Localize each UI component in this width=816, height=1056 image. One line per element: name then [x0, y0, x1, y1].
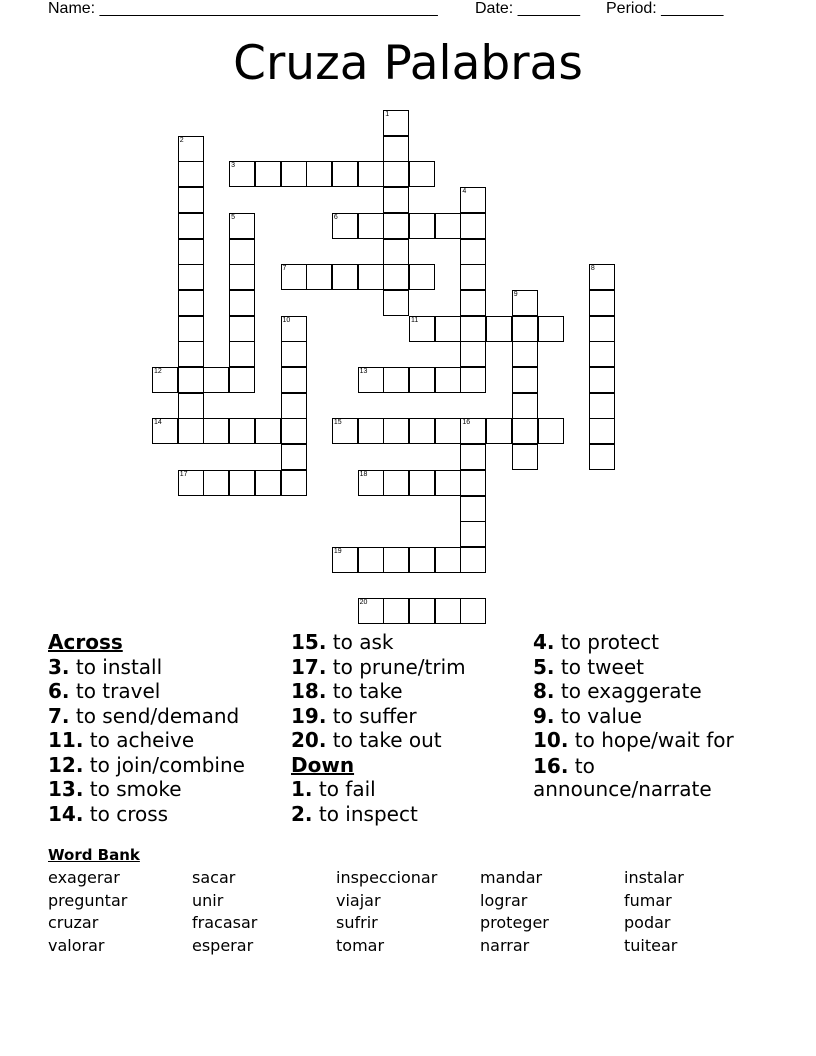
clue-item-number: 2.: [291, 801, 313, 826]
grid-cell[interactable]: [512, 367, 538, 393]
grid-cell[interactable]: [383, 418, 409, 444]
clue-item: [291, 630, 466, 655]
clue-number: 13: [359, 368, 368, 375]
word-bank-word: cruzar: [48, 913, 99, 932]
clue-number: 2: [179, 136, 184, 144]
grid-cell[interactable]: [460, 367, 486, 393]
clue-item-number: 14.: [48, 801, 84, 826]
clue-item: [48, 728, 245, 753]
grid-cell[interactable]: [306, 264, 332, 290]
word-bank-word: tomar: [336, 935, 385, 955]
date-field-label[interactable]: Date: _______: [475, 0, 580, 17]
grid-cell[interactable]: [538, 418, 564, 444]
word-bank-word: podar: [624, 913, 671, 932]
grid-cell[interactable]: [229, 316, 255, 342]
clue-item-number: 10.: [533, 728, 569, 752]
grid-cell[interactable]: [178, 367, 204, 393]
grid-cell[interactable]: [383, 239, 409, 265]
clue-item-text: to suffer: [326, 703, 417, 728]
grid-cell[interactable]: [435, 598, 461, 624]
name-field-label[interactable]: Name: ______________________________________: [48, 0, 438, 17]
grid-cell[interactable]: [306, 161, 332, 187]
grid-cell[interactable]: [281, 341, 307, 367]
clue-number: 15: [333, 419, 342, 427]
clue-item-number: 8.: [533, 679, 555, 703]
grid-cell[interactable]: [178, 316, 204, 342]
grid-cell[interactable]: [460, 521, 486, 547]
grid-cell[interactable]: [255, 470, 281, 496]
page-title: Cruza Palabras: [233, 36, 583, 91]
clue-item-number: 17.: [291, 654, 327, 679]
grid-cell[interactable]: [589, 393, 615, 419]
clue-number: 11: [411, 316, 419, 324]
grid-cell[interactable]: [383, 161, 409, 187]
grid-cell[interactable]: [383, 290, 409, 316]
clue-number: 4: [462, 188, 467, 196]
clue-item: [48, 679, 245, 704]
word-bank-word: fracasar: [192, 913, 258, 932]
clue-item-text: to announce/narrate: [533, 753, 712, 801]
clue-number: 17: [179, 470, 188, 478]
grid-cell[interactable]: [332, 264, 358, 290]
clue-item-number: 5.: [533, 654, 555, 679]
grid-cell[interactable]: [203, 470, 229, 496]
grid-cell[interactable]: [383, 187, 409, 213]
clue-item-text: to install: [69, 654, 163, 679]
clue-number: 3: [231, 162, 235, 170]
clue-item-number: 13.: [48, 777, 84, 801]
clue-number: 14: [154, 419, 162, 427]
grid-cell[interactable]: [383, 547, 409, 573]
clue-item-text: to prune/trim: [326, 654, 466, 679]
grid-cell[interactable]: [281, 444, 307, 470]
grid-cell[interactable]: [281, 393, 307, 419]
grid-cell[interactable]: [383, 213, 409, 239]
grid-cell[interactable]: [589, 418, 615, 444]
down-heading: Down: [291, 752, 355, 777]
grid-cell[interactable]: [589, 367, 615, 393]
clue-item-text: to cross: [83, 801, 169, 826]
grid-cell[interactable]: [589, 444, 615, 470]
clue-item-text: to ask: [326, 630, 394, 654]
word-bank-word: narrar: [480, 935, 530, 955]
grid-cell[interactable]: [383, 136, 409, 162]
grid-cell[interactable]: [512, 341, 538, 367]
grid-cell[interactable]: [203, 367, 229, 393]
clue-number: 10: [282, 316, 291, 324]
clue-item-number: 9.: [533, 703, 555, 728]
word-bank-word: lograr: [480, 890, 528, 910]
clue-item: [533, 728, 763, 753]
grid-cell[interactable]: [409, 418, 435, 444]
clue-item-number: 18.: [291, 679, 327, 703]
clue-item-text: to take out: [326, 728, 442, 752]
grid-cell[interactable]: [178, 161, 204, 187]
clue-number: 20: [359, 599, 368, 607]
clue-item: [291, 655, 466, 680]
grid-cell[interactable]: [281, 367, 307, 393]
clue-item: [291, 704, 466, 729]
grid-cell[interactable]: [358, 547, 384, 573]
grid-cell[interactable]: [512, 418, 538, 444]
grid-cell[interactable]: [178, 213, 204, 239]
clue-item-number: 3.: [48, 654, 70, 679]
grid-cell[interactable]: [435, 470, 461, 496]
grid-cell[interactable]: [538, 316, 564, 342]
clue-number: 9: [513, 290, 518, 298]
grid-cell[interactable]: [435, 367, 461, 393]
clue-item-text: to tweet: [554, 654, 644, 679]
clue-item-text: to fail: [312, 777, 376, 801]
clue-item-number: 1.: [291, 777, 313, 801]
clue-item: [48, 802, 245, 827]
grid-cell[interactable]: [409, 598, 435, 624]
grid-cell[interactable]: [229, 367, 255, 393]
grid-cell[interactable]: [460, 316, 486, 342]
word-bank-word: mandar: [480, 868, 543, 887]
clue-item-text: to hope/wait for: [568, 728, 734, 752]
word-bank-word: sacar: [192, 868, 236, 887]
clue-item-text: to smoke: [83, 777, 182, 801]
grid-cell[interactable]: [460, 341, 486, 367]
clue-item: [533, 630, 763, 655]
clue-number: 8: [590, 265, 595, 273]
grid-cell[interactable]: [460, 496, 486, 522]
grid-cell[interactable]: [435, 213, 461, 239]
grid-cell[interactable]: [409, 547, 435, 573]
clue-number: 1: [385, 111, 390, 118]
grid-cell[interactable]: [229, 239, 255, 265]
grid-cell[interactable]: [229, 341, 255, 367]
clue-item: [533, 704, 763, 729]
grid-cell[interactable]: [178, 187, 204, 213]
grid-cell[interactable]: [178, 290, 204, 316]
grid-cell[interactable]: [383, 598, 409, 624]
grid-cell[interactable]: [358, 264, 384, 290]
clue-number: 5: [231, 213, 235, 221]
grid-cell[interactable]: [358, 213, 384, 239]
clue-item-number: 16.: [533, 753, 569, 778]
word-bank-word: proteger: [480, 913, 549, 932]
grid-cell[interactable]: [460, 290, 486, 316]
word-bank-heading: Word Bank: [48, 846, 140, 864]
clue-item: [291, 679, 466, 704]
grid-cell[interactable]: [589, 341, 615, 367]
clue-item: [48, 655, 245, 680]
clue-item: [48, 753, 245, 778]
clue-item-text: to protect: [554, 630, 660, 654]
clue-item-text: to acheive: [83, 728, 195, 752]
word-bank-word: unir: [192, 890, 224, 910]
clue-item-text: to exaggerate: [554, 679, 702, 703]
grid-cell[interactable]: [229, 470, 255, 496]
clues-column-2: [291, 630, 466, 826]
clue-item: [291, 728, 466, 753]
grid-cell[interactable]: [178, 264, 204, 290]
clue-item-number: 19.: [291, 703, 327, 728]
grid-cell[interactable]: [460, 444, 486, 470]
clue-item-number: 11.: [48, 728, 84, 752]
clue-number: 18: [359, 470, 368, 478]
grid-cell[interactable]: [409, 367, 435, 393]
grid-cell[interactable]: [229, 418, 255, 444]
clue-item: [291, 777, 466, 802]
grid-cell[interactable]: [255, 418, 281, 444]
period-field-label[interactable]: Period: _______: [606, 0, 724, 17]
clues-column-3: [533, 630, 763, 801]
clue-item-text: to inspect: [312, 801, 418, 826]
clue-item-text: to value: [554, 703, 642, 728]
grid-cell[interactable]: [460, 213, 486, 239]
grid-cell[interactable]: [281, 161, 307, 187]
clue-item: [291, 802, 466, 827]
grid-cell[interactable]: [460, 598, 486, 624]
clue-item: [533, 755, 763, 801]
across-heading: Across: [48, 630, 123, 654]
clue-number: 6: [333, 213, 338, 221]
word-bank-word: sufrir: [336, 913, 378, 932]
grid-cell[interactable]: [358, 161, 384, 187]
grid-cell[interactable]: [178, 418, 204, 444]
grid-cell[interactable]: [486, 418, 512, 444]
clue-number: 12: [154, 368, 162, 375]
grid-cell[interactable]: [203, 418, 229, 444]
clue-item-text: to take: [326, 679, 403, 703]
grid-cell[interactable]: [409, 213, 435, 239]
grid-cell[interactable]: [383, 470, 409, 496]
clues-column-1: [48, 630, 245, 826]
grid-cell[interactable]: [589, 316, 615, 342]
clue-item: [48, 704, 245, 729]
clue-item-number: 12.: [48, 752, 84, 777]
word-bank-word: esperar: [192, 935, 254, 955]
grid-cell[interactable]: [255, 161, 281, 187]
clue-item: [48, 777, 245, 802]
word-bank-word: fumar: [624, 890, 672, 910]
clue-item: [533, 655, 763, 680]
grid-cell[interactable]: [229, 264, 255, 290]
word-bank-word: preguntar: [48, 890, 128, 910]
grid-cell[interactable]: [409, 470, 435, 496]
grid-cell[interactable]: [383, 367, 409, 393]
grid-cell[interactable]: [178, 341, 204, 367]
grid-cell[interactable]: [460, 547, 486, 573]
grid-cell[interactable]: [435, 547, 461, 573]
grid-cell[interactable]: [460, 264, 486, 290]
grid-cell[interactable]: [512, 444, 538, 470]
grid-cell[interactable]: [178, 393, 204, 419]
word-bank-word: valorar: [48, 935, 105, 955]
word-bank-word: viajar: [336, 890, 381, 910]
grid-cell[interactable]: [281, 470, 307, 496]
clue-item-number: 4.: [533, 630, 555, 654]
grid-cell[interactable]: [486, 316, 512, 342]
grid-cell[interactable]: [409, 161, 435, 187]
word-bank-word: inspeccionar: [336, 868, 438, 887]
grid-cell[interactable]: [512, 316, 538, 342]
clue-item-text: to join/combine: [83, 752, 245, 777]
grid-cell[interactable]: [409, 264, 435, 290]
grid-cell[interactable]: [460, 470, 486, 496]
word-bank-word: instalar: [624, 868, 684, 887]
clue-item-number: 6.: [48, 679, 70, 703]
grid-cell[interactable]: [383, 264, 409, 290]
grid-cell[interactable]: [435, 316, 461, 342]
grid-cell[interactable]: [460, 239, 486, 265]
clue-item: [533, 679, 763, 704]
grid-cell[interactable]: [358, 418, 384, 444]
grid-cell[interactable]: [512, 393, 538, 419]
clue-item-number: 20.: [291, 728, 327, 752]
grid-cell[interactable]: [589, 290, 615, 316]
clue-item-text: to send/demand: [69, 703, 240, 728]
clue-number: 7: [282, 265, 287, 273]
clue-item-number: 15.: [291, 630, 327, 654]
grid-cell[interactable]: [332, 161, 358, 187]
clue-item-text: to travel: [69, 679, 161, 703]
clue-number: 16: [462, 419, 471, 427]
word-bank-word: tuitear: [624, 935, 678, 955]
word-bank-word: exagerar: [48, 868, 120, 887]
grid-cell[interactable]: [435, 418, 461, 444]
grid-cell[interactable]: [178, 239, 204, 265]
clue-item-number: 7.: [48, 703, 70, 728]
grid-cell[interactable]: [229, 290, 255, 316]
clue-number: 19: [333, 547, 342, 555]
grid-cell[interactable]: [281, 418, 307, 444]
